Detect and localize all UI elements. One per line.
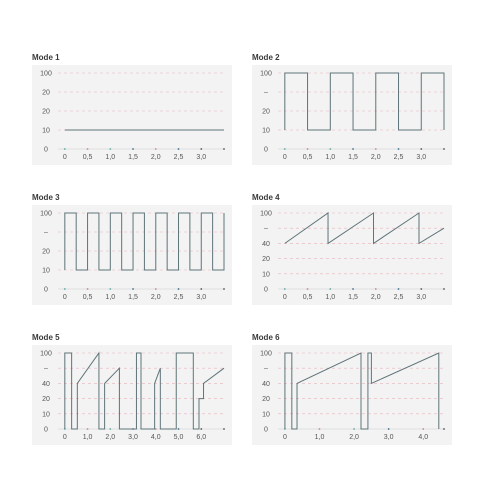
y-tick-label: 20 — [42, 108, 50, 116]
x-tick-mark — [200, 428, 202, 430]
x-axis-end-mark — [443, 428, 445, 430]
y-tick-label: 100 — [260, 210, 272, 218]
y-tick-label: 40 — [262, 240, 270, 248]
x-tick-label: 1,5 — [128, 294, 138, 301]
x-tick-label: 4,0 — [418, 434, 429, 441]
x-tick-label: 3,0 — [128, 434, 138, 441]
x-tick-label: 2,0 — [370, 154, 381, 161]
series-line — [285, 73, 444, 130]
x-tick-label: 1,0 — [105, 154, 116, 161]
x-tick-label: 0 — [282, 154, 287, 161]
x-tick-mark — [420, 288, 422, 290]
y-tick-label: – — [264, 89, 268, 97]
x-tick-label: 2,5 — [393, 154, 404, 161]
chart-svg — [32, 345, 232, 445]
x-axis-end-mark — [223, 428, 225, 430]
x-tick-mark — [87, 428, 89, 430]
x-tick-label: 3,0 — [196, 154, 207, 161]
x-tick-label: 3,0 — [416, 294, 427, 301]
x-tick-mark — [375, 288, 377, 290]
x-tick-label: 1,0 — [325, 294, 336, 301]
x-tick-mark — [200, 148, 202, 150]
y-tick-label: 0 — [44, 286, 48, 294]
x-tick-label: 5,0 — [173, 434, 184, 441]
x-tick-label: 0 — [62, 294, 67, 301]
chart-title: Mode 2 — [252, 53, 280, 62]
x-tick-mark — [375, 148, 377, 150]
chart-panel — [252, 53, 452, 165]
x-tick-label: 2,0 — [370, 294, 381, 301]
y-tick-label: 0 — [264, 146, 268, 154]
chart-svg — [32, 205, 232, 305]
x-axis-end-mark — [223, 148, 225, 150]
y-tick-label: – — [264, 225, 268, 233]
plot-area — [32, 345, 232, 445]
x-tick-label: 2,5 — [393, 294, 404, 301]
x-tick-mark — [155, 148, 157, 150]
x-tick-label: 0,5 — [82, 294, 93, 301]
y-tick-label: 40 — [42, 380, 50, 388]
chart-svg — [32, 65, 232, 165]
x-tick-label: 2,0 — [349, 434, 359, 441]
x-tick-label: 1,0 — [105, 294, 116, 301]
y-tick-label: 0 — [264, 286, 268, 294]
chart-panel — [32, 53, 232, 165]
x-tick-label: 0 — [282, 294, 287, 301]
x-tick-mark — [155, 428, 157, 430]
x-tick-mark — [284, 288, 286, 290]
y-tick-label: 0 — [264, 426, 268, 434]
x-tick-label: 0 — [282, 434, 287, 441]
chart-svg — [252, 65, 452, 165]
x-tick-mark — [307, 148, 309, 150]
chart-panel — [32, 333, 232, 445]
x-tick-mark — [178, 288, 180, 290]
x-tick-label: 6,0 — [196, 434, 207, 441]
chart-title: Mode 6 — [252, 333, 280, 342]
x-tick-mark — [388, 428, 390, 430]
x-axis-end-mark — [223, 288, 225, 290]
y-tick-label: 20 — [42, 396, 50, 404]
x-tick-mark — [109, 428, 111, 430]
x-tick-mark — [64, 148, 66, 150]
chart-panel — [252, 333, 452, 445]
y-tick-label: 100 — [40, 210, 52, 218]
x-tick-mark — [155, 288, 157, 290]
x-tick-mark — [284, 148, 286, 150]
y-tick-label: 40 — [262, 380, 270, 388]
x-tick-mark — [420, 148, 422, 150]
plot-area — [32, 205, 232, 305]
y-tick-label: 10 — [42, 267, 50, 275]
x-tick-label: 2,5 — [173, 294, 184, 301]
chart-title: Mode 3 — [32, 193, 60, 202]
x-tick-label: 1,0 — [325, 154, 336, 161]
x-tick-label: 0 — [62, 154, 67, 161]
y-tick-label: 100 — [40, 350, 52, 358]
x-tick-mark — [64, 288, 66, 290]
y-tick-label: 100 — [260, 70, 272, 78]
x-tick-label: 0,5 — [302, 294, 313, 301]
chart-svg — [252, 205, 452, 305]
x-tick-label: 3,0 — [416, 154, 427, 161]
x-tick-label: 1,0 — [314, 434, 325, 441]
x-tick-mark — [132, 288, 134, 290]
series-line — [65, 353, 224, 429]
x-tick-label: 1,0 — [82, 434, 93, 441]
chart-title: Mode 5 — [32, 333, 60, 342]
x-axis-end-mark — [443, 148, 445, 150]
plot-area — [32, 65, 232, 165]
chart-title: Mode 1 — [32, 53, 60, 62]
chart-title: Mode 4 — [252, 193, 280, 202]
chart-panel — [252, 193, 452, 305]
x-tick-mark — [398, 288, 400, 290]
chart-svg — [252, 345, 452, 445]
x-tick-mark — [87, 288, 89, 290]
x-tick-label: 2,0 — [105, 434, 116, 441]
x-axis-end-mark — [443, 288, 445, 290]
x-tick-label: 1,5 — [348, 294, 358, 301]
x-tick-label: 4,0 — [150, 434, 161, 441]
x-tick-label: 2,0 — [150, 154, 161, 161]
x-tick-mark — [422, 428, 424, 430]
x-tick-label: 2,5 — [173, 154, 184, 161]
x-tick-mark — [178, 148, 180, 150]
x-tick-label: 2,0 — [150, 294, 161, 301]
x-tick-label: 3,0 — [196, 294, 207, 301]
series-line — [65, 213, 224, 270]
y-tick-label: 10 — [262, 271, 270, 279]
chart-panel — [32, 193, 232, 305]
y-tick-label: 20 — [262, 396, 270, 404]
y-tick-label: 0 — [44, 426, 48, 434]
x-tick-mark — [132, 148, 134, 150]
y-tick-label: 0 — [44, 146, 48, 154]
y-tick-label: – — [44, 229, 48, 237]
x-tick-mark — [329, 288, 331, 290]
y-tick-label: 20 — [262, 256, 270, 264]
x-tick-mark — [109, 148, 111, 150]
y-tick-label: 10 — [262, 411, 270, 419]
y-tick-label: 10 — [262, 127, 270, 135]
y-tick-label: – — [264, 365, 268, 373]
y-tick-label: 20 — [262, 108, 270, 116]
x-tick-label: 0,5 — [302, 154, 313, 161]
x-tick-label: 1,5 — [128, 154, 138, 161]
x-tick-mark — [87, 148, 89, 150]
x-tick-mark — [329, 148, 331, 150]
x-tick-mark — [319, 428, 321, 430]
x-tick-mark — [352, 148, 354, 150]
plot-area — [252, 65, 452, 165]
y-tick-label: 100 — [40, 70, 52, 78]
x-tick-mark — [200, 288, 202, 290]
plot-area — [252, 345, 452, 445]
x-tick-label: 3,0 — [383, 434, 394, 441]
y-tick-label: 100 — [260, 350, 272, 358]
y-tick-label: – — [44, 365, 48, 373]
x-tick-mark — [178, 428, 180, 430]
y-tick-label: 10 — [42, 127, 50, 135]
x-tick-label: 0 — [62, 434, 67, 441]
y-tick-label: 20 — [42, 89, 50, 97]
x-tick-label: 0,5 — [82, 154, 93, 161]
series-line — [285, 353, 439, 429]
y-tick-label: 20 — [42, 248, 50, 256]
x-tick-mark — [109, 288, 111, 290]
x-tick-mark — [352, 288, 354, 290]
x-tick-mark — [353, 428, 355, 430]
x-tick-mark — [398, 148, 400, 150]
plot-area — [252, 205, 452, 305]
x-tick-label: 1,5 — [348, 154, 358, 161]
y-tick-label: 10 — [42, 411, 50, 419]
x-tick-mark — [307, 288, 309, 290]
